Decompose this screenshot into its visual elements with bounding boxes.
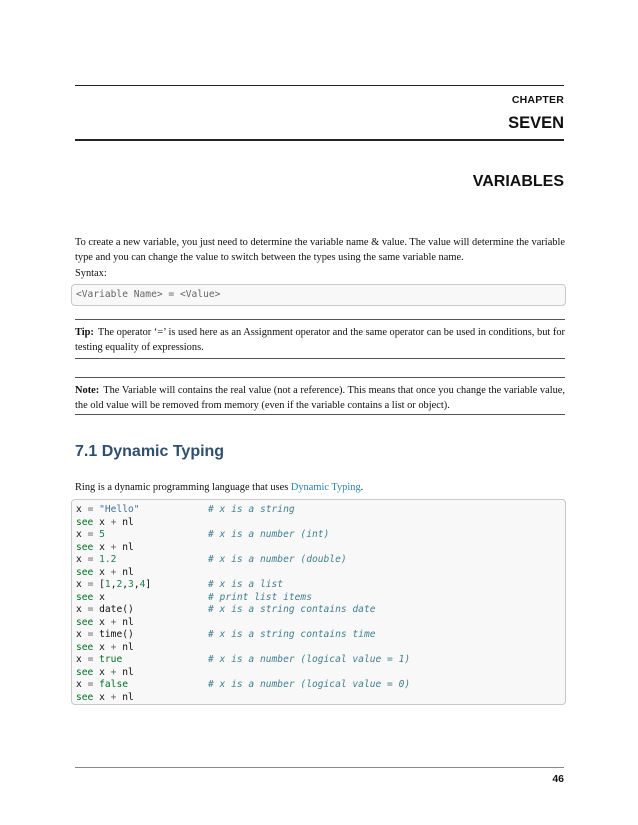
code-block [71, 499, 566, 705]
code-comment: # x is a number (double) [208, 554, 347, 565]
chapter-number: SEVEN [508, 114, 564, 132]
code-statement: x = time() [76, 629, 134, 640]
code-comment: # x is a string contains date [208, 604, 376, 615]
code-comment: # print list items [208, 591, 312, 603]
intro-paragraph: To create a new variable, you just need to determine the variable name & value. The value will determine the variable type and you can change the value to switch between the types using the same variable name. [75, 237, 565, 263]
syntax-code: <Variable Name> = <Value> [76, 289, 221, 300]
tip-top-rule [75, 319, 565, 320]
code-lines [76, 504, 410, 704]
code-line [76, 567, 410, 580]
code-statement: x = true [76, 654, 123, 665]
code-statement: x = 1.2 [76, 554, 117, 565]
note-top-rule [75, 377, 565, 378]
code-line [76, 604, 410, 617]
code-comment: # x is a string [208, 504, 295, 515]
tip-admonition [75, 325, 565, 355]
code-comment: # x is a list [208, 579, 284, 590]
page-number: 46 [552, 773, 564, 785]
code-comment: # x is a string contains time [208, 629, 376, 640]
section-intro [75, 480, 565, 495]
code-comment: # x is a number (int) [208, 529, 330, 540]
chapter-label: CHAPTER [511, 94, 564, 106]
page-title: VARIABLES [472, 173, 564, 190]
code-line [76, 504, 410, 517]
code-line [76, 529, 410, 542]
dynamic-typing-link[interactable]: Dynamic Typing [290, 482, 361, 493]
code-statement: see x + nl [76, 691, 134, 703]
section-intro-end: . [360, 482, 364, 493]
note-admonition [75, 383, 565, 413]
code-statement: x = false [76, 679, 129, 690]
syntax-label: Syntax: [75, 268, 107, 279]
code-line [76, 517, 410, 530]
code-statement: x = 5 [76, 529, 105, 540]
tip-bottom-rule [75, 358, 565, 359]
code-statement: x = "Hello" [76, 504, 140, 515]
code-statement: x = [1,2,3,4] [76, 579, 152, 590]
footer-rule [75, 767, 564, 768]
tip-text: The operator ‘=’ is used here as an Assignment operator and the same operator can be used in conditions, but for testing equality of expressions. [75, 327, 565, 353]
code-line [76, 667, 410, 680]
code-line [76, 654, 410, 667]
code-line [76, 554, 410, 567]
code-statement: see x + nl [76, 541, 134, 553]
code-comment: # x is a number (logical value = 0) [208, 679, 411, 690]
code-statement: see x + nl [76, 516, 134, 528]
code-line [76, 642, 410, 655]
code-statement: see x + nl [76, 666, 134, 678]
chapter-top-rule [75, 85, 564, 86]
chapter-bottom-rule [75, 139, 564, 141]
section-intro-text: Ring is a dynamic programming language that uses [75, 482, 291, 493]
code-line [76, 629, 410, 642]
code-comment: # x is a number (logical value = 1) [208, 654, 411, 665]
note-bottom-rule [75, 414, 565, 415]
syntax-code-block [71, 284, 566, 306]
code-line [76, 679, 410, 692]
code-line [76, 617, 410, 630]
note-text: The Variable will contains the real value (not a reference). This means that once you change the variable value, the old value will be removed from memory (even if the variable contains a list or object). [75, 385, 565, 411]
note-label: Note: [75, 385, 100, 396]
code-statement: see x + nl [76, 616, 134, 628]
section-heading: 7.1 Dynamic Typing [75, 443, 225, 460]
code-line [76, 542, 410, 555]
code-statement: see x + nl [76, 566, 134, 578]
code-statement: see x [76, 591, 105, 603]
tip-label: Tip: [75, 327, 94, 338]
code-line [76, 592, 410, 605]
code-line [76, 579, 410, 592]
code-line [76, 692, 410, 705]
code-statement: x = date() [76, 604, 134, 615]
code-statement: see x + nl [76, 641, 134, 653]
